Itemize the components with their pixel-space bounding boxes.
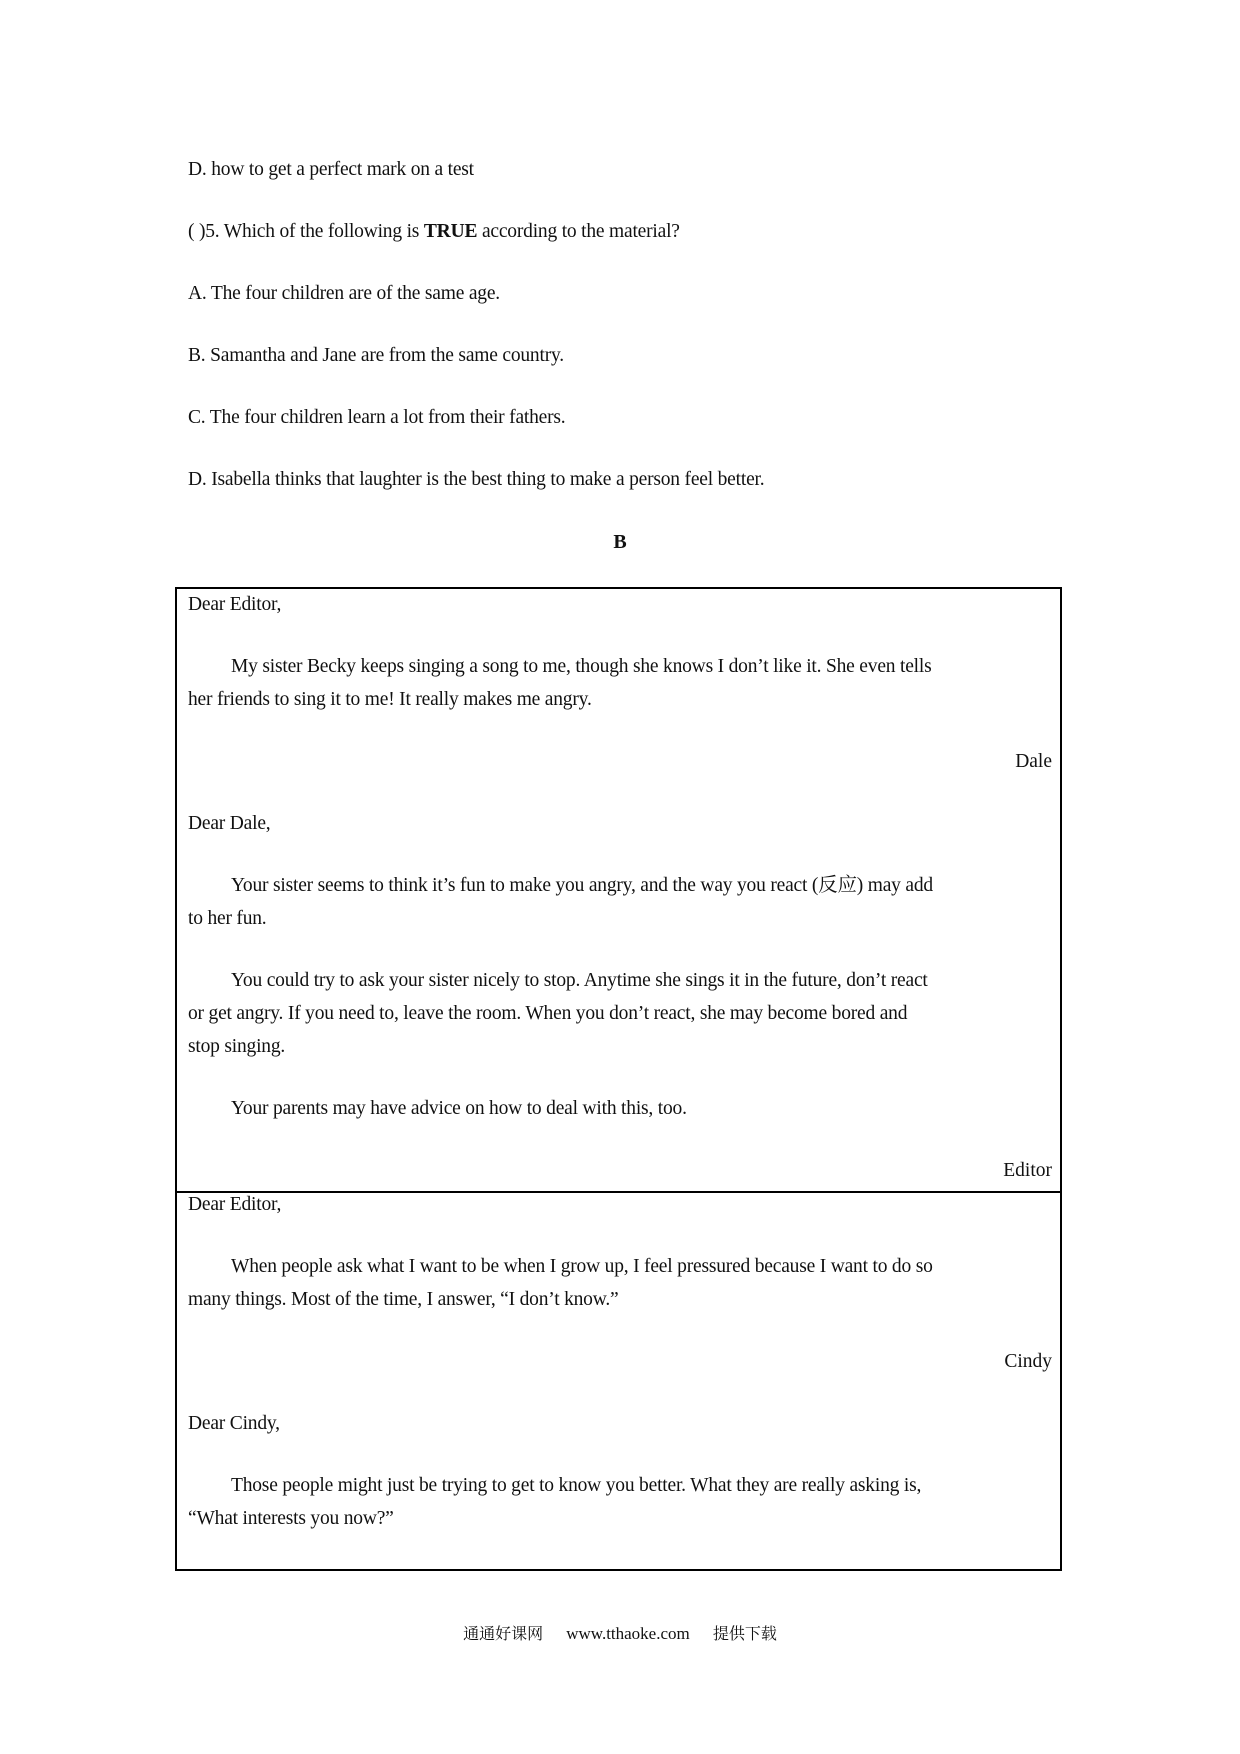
letter1-body-line1: My sister Becky keeps singing a song to me, though she knows I don’t like it. She even tells [231, 656, 932, 677]
footer-url[interactable]: www.tthaoke.com [566, 1624, 690, 1643]
reply1-para2-line1: You could try to ask your sister nicely to stop. Anytime she sings it in the future, don’t react [231, 970, 928, 991]
page-footer [0, 1624, 1240, 1644]
reply1-signature: Editor [1003, 1160, 1052, 1181]
question5-option-a: A. The four children are of the same age. [188, 283, 500, 304]
reply1-para1-line2: to her fun. [188, 908, 267, 929]
letter1-body-line2: her friends to sing it to me! It really makes me angry. [188, 689, 592, 710]
question5-option-b: B. Samantha and Jane are from the same country. [188, 345, 564, 366]
question5-stem [188, 220, 680, 244]
section-b-heading: B [613, 531, 627, 553]
question5-emphasis: TRUE [423, 221, 478, 242]
letter2-body-line1: When people ask what I want to be when I grow up, I feel pressured because I want to do so [231, 1256, 933, 1277]
reply1-para2-line2: or get angry. If you need to, leave the room. When you don’t react, she may become bored and [188, 1003, 908, 1024]
letters-divider [175, 1191, 1062, 1193]
question5-option-c: C. The four children learn a lot from their fathers. [188, 407, 566, 428]
reply1-para3: Your parents may have advice on how to deal with this, too. [231, 1098, 687, 1119]
reply2-salutation: Dear Cindy, [188, 1413, 280, 1434]
letter1-signature: Dale [1015, 751, 1052, 772]
question5-prefix: ( )5. Which of the following is [188, 221, 424, 242]
letters-box [175, 587, 1062, 1571]
question5-suffix: according to the material? [477, 221, 680, 242]
reply2-body-line1: Those people might just be trying to get to know you better. What they are really asking is, [231, 1475, 922, 1496]
reply1-para2-line3: stop singing. [188, 1036, 286, 1057]
reply1-salutation: Dear Dale, [188, 813, 271, 834]
letter1-salutation: Dear Editor, [188, 594, 282, 615]
reply1-para1-line1: Your sister seems to think it’s fun to make you angry, and the way you react (反应) may add [231, 875, 933, 896]
question4-option-d: D. how to get a perfect mark on a test [188, 159, 474, 180]
question5-option-d: D. Isabella thinks that laughter is the best thing to make a person feel better. [188, 469, 765, 490]
reply2-body-line2: “What interests you now?” [188, 1508, 394, 1529]
letter2-body-line2: many things. Most of the time, I answer, “I don’t know.” [188, 1289, 619, 1310]
footer-site-name: 通通好课网 [463, 1624, 544, 1643]
footer-note: 提供下载 [712, 1624, 777, 1643]
letter2-salutation: Dear Editor, [188, 1194, 282, 1215]
letter2-signature: Cindy [1004, 1351, 1052, 1372]
